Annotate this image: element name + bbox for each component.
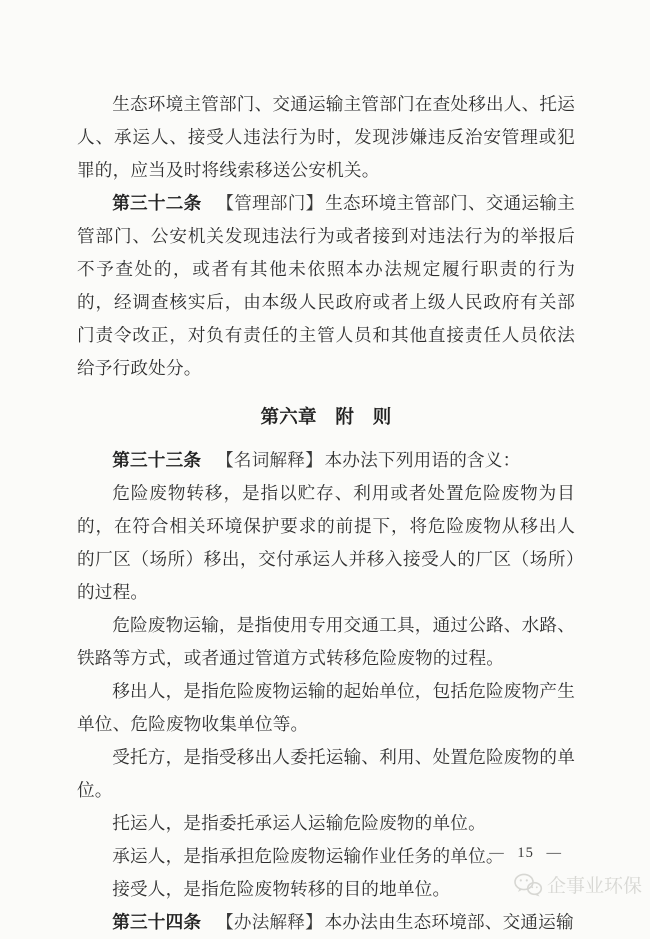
paragraph-text: 承运人，是指承担危险废物运输作业任务的单位。 <box>112 846 504 866</box>
paragraph-text: 危险废物运输，是指使用专用交通工具，通过公路、水路、铁路等方式，或者通过管道方式转移危险废物的过程。 <box>77 615 575 668</box>
article-term: 【办法解释】 <box>216 912 323 932</box>
article-number: 第三十二条 <box>112 193 202 213</box>
watermark-text: 企事业环保 <box>546 876 642 897</box>
paragraph-text: 托运人，是指委托承运人运输危险废物的单位。 <box>112 813 486 833</box>
paragraph-text: 本办法由生态环境部、交通运输 <box>324 912 574 932</box>
wechat-icon <box>513 872 543 898</box>
paragraph-text: 危险废物转移，是指以贮存、利用或者处置危险废物为目的，在符合相关环境保护要求的前提下，将危险废物从移出人的厂区（场所）移出，交付承运人并移入接受人的厂区（场所）的过程。 <box>77 483 575 602</box>
paragraph-text: 接受人，是指危险废物转移的目的地单位。 <box>112 879 451 899</box>
paragraph-text: 移出人，是指危险废物运输的起始单位，包括危险废物产生单位、危险废物收集单位等。 <box>77 681 575 734</box>
paragraph-text: 本办法下列用语的含义： <box>324 450 521 470</box>
paragraph-text: 受托方，是指受移出人委托运输、利用、处置危险废物的单位。 <box>77 747 575 800</box>
page-number: — 15 — <box>489 845 562 861</box>
article-number: 第三十三条 <box>112 450 202 470</box>
document-body <box>77 88 575 939</box>
paragraph-definition-mover <box>77 675 575 741</box>
paragraph <box>77 88 575 187</box>
paragraph-article-34 <box>77 906 575 939</box>
paragraph-definition-receiver <box>77 873 575 906</box>
article-term: 【管理部门】 <box>216 193 324 213</box>
paragraph-article-33 <box>77 444 575 477</box>
paragraph-definition-trustee <box>77 741 575 807</box>
paragraph-article-32 <box>77 187 575 385</box>
paragraph-text: 生态环境主管部门、交通运输主管部门在查处移出人、托运人、承运人、接受人违法行为时，发现涉嫌违反治安管理或犯罪的，应当及时将线索移送公安机关。 <box>77 94 575 180</box>
brand-watermark <box>513 871 642 898</box>
paragraph-definition-transfer <box>77 477 575 609</box>
article-number: 第三十四条 <box>112 912 202 932</box>
paragraph-definition-shipper <box>77 807 575 840</box>
paragraph-text: 生态环境主管部门、交通运输主管部门、公安机关发现违法行为或者接到对违法行为的举报后不予查处的，或者有其他未依照本办法规定履行职责的行为的，经调查核实后，由本级人民政府或者上级人民政府有关部门责令改正，对负有责任的主管人员和其他直接责任人员依法给予行政处分。 <box>77 193 575 378</box>
article-term: 【名词解释】 <box>216 450 323 470</box>
chapter-heading: 第六章 附 则 <box>260 406 392 427</box>
paragraph-definition-transport <box>77 609 575 675</box>
